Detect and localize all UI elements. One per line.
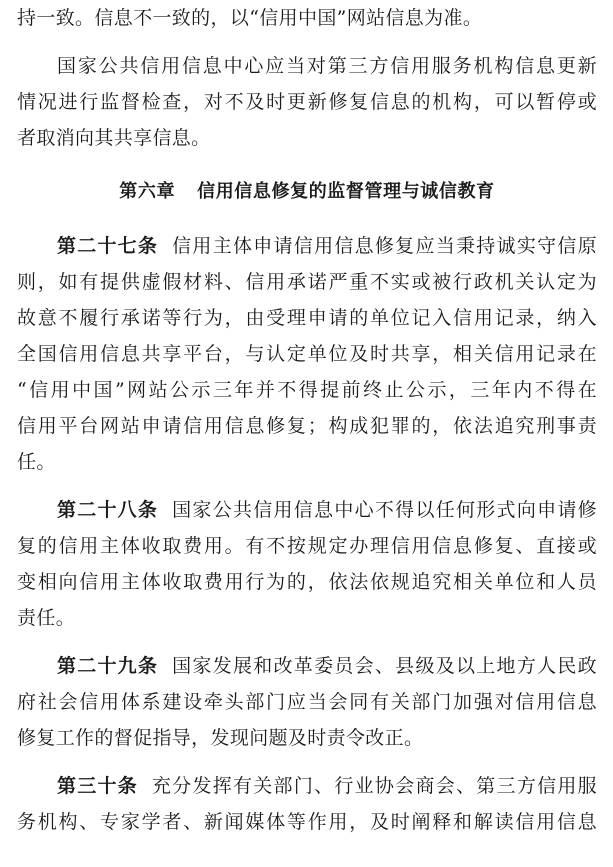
text-line: 持一致。信息不一致的，以“信用中国”网站信息为准。 xyxy=(17,7,483,29)
text-line: 信用平台网站申请信用信息修复；构成犯罪的，依法追究刑事责 xyxy=(17,415,597,437)
article-27 xyxy=(17,228,597,480)
text-line: 变相向信用主体收取费用行为的，依法依规追究相关单位和人员 xyxy=(17,571,597,593)
document-page xyxy=(17,0,597,840)
text-line: 第二十七条 信用主体申请信用信息修复应当秉持诚实守信原 xyxy=(57,235,597,257)
text-line: 故意不履行承诺等行为，由受理申请的单位记入信用记录，纳入 xyxy=(17,307,597,329)
text-line: “信用中国”网站公示三年并不得提前终止公示，三年内不得在 xyxy=(17,379,597,401)
text-line: 第三十条 充分发挥有关部门、行业协会商会、第三方信用服 xyxy=(57,775,598,797)
chapter-title: 信用信息修复的监督管理与诚信教育 xyxy=(197,181,495,202)
chapter-heading xyxy=(17,174,597,210)
text-line: 国家公共信用信息中心应当对第三方信用服务机构信息更新 xyxy=(57,55,597,77)
chapter-number: 第六章 xyxy=(119,181,176,202)
article-number: 第三十条 xyxy=(57,775,138,797)
intro-paragraph-1 xyxy=(17,0,597,36)
text-line: 责任。 xyxy=(17,607,76,629)
text-line: 务机构、专家学者、新闻媒体等作用，及时阐释和解读信用信息 xyxy=(17,811,597,833)
article-number: 第二十九条 xyxy=(57,655,159,677)
article-30 xyxy=(17,768,597,840)
text-line: 则，如有提供虚假材料、信用承诺严重不实或被行政机关认定为 xyxy=(17,271,597,293)
text-line: 复的信用主体收取费用。有不按规定办理信用信息修复、直接或 xyxy=(17,535,597,557)
article-29 xyxy=(17,648,597,756)
text-line: 修复工作的督促指导，发现问题及时责令改正。 xyxy=(17,727,424,749)
article-28 xyxy=(17,492,597,636)
article-number: 第二十八条 xyxy=(57,499,159,521)
text-line: 者取消向其共享信息。 xyxy=(17,127,211,149)
article-number: 第二十七条 xyxy=(57,235,159,257)
text-line: 府社会信用体系建设牵头部门应当会同有关部门加强对信用信息 xyxy=(17,691,597,713)
text-line: 全国信用信息共享平台，与认定单位及时共享，相关信用记录在 xyxy=(17,343,597,365)
text-line: 情况进行监督检查，对不及时更新修复信息的机构，可以暂停或 xyxy=(17,91,597,113)
text-line: 第二十八条 国家公共信用信息中心不得以任何形式向申请修 xyxy=(57,499,597,521)
text-line: 第二十九条 国家发展和改革委员会、县级及以上地方人民政 xyxy=(57,655,597,677)
text-line: 任。 xyxy=(17,451,56,473)
intro-paragraph-2 xyxy=(17,48,597,156)
